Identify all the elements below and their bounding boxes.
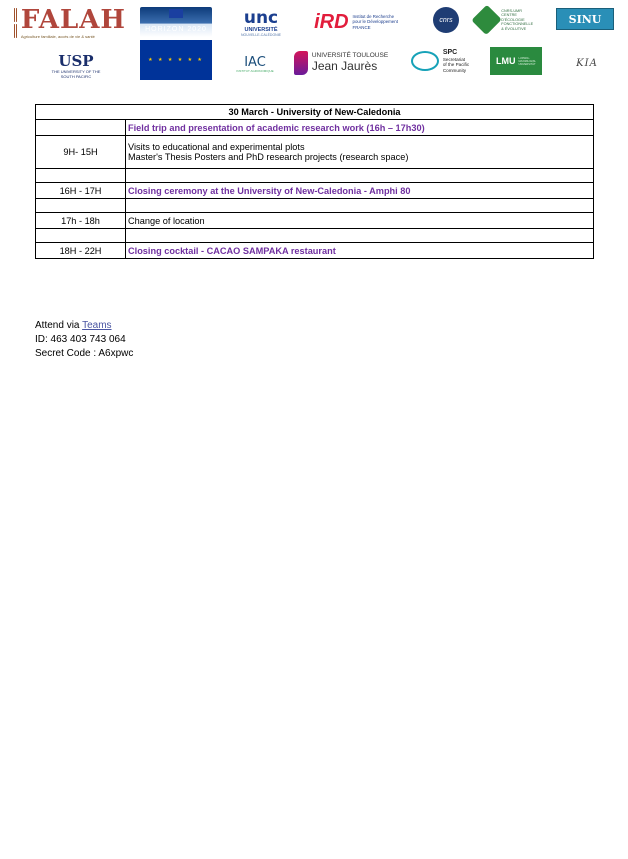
unc-abbr: unc <box>243 7 279 28</box>
teams-link[interactable]: Teams <box>82 320 112 331</box>
activity-cell <box>126 169 594 183</box>
cefe-line1: CNRS-UMR <box>501 8 522 13</box>
lmu-line2: MAXIMILIANS- <box>518 59 537 63</box>
spc-logo <box>403 45 477 77</box>
schedule-title: 30 March - University of New-Caledonia <box>36 105 594 120</box>
time-cell: 18H - 22H <box>36 243 126 259</box>
iac-line1: INSTITUT AGRONOMIQUE <box>236 68 274 73</box>
usp-line1: THE UNIVERSITY OF THE <box>51 68 101 74</box>
meeting-id: ID: 463 403 743 064 <box>35 334 126 345</box>
cnrs-abbr: cnrs <box>439 16 453 24</box>
table-header-row <box>36 105 594 120</box>
activity-line: Master's Thesis Posters and PhD research projects (research space) <box>128 152 409 162</box>
falah-mark-icon <box>14 8 17 38</box>
activity-cell: Closing ceremony at the University of New-Caledonia - Amphi 80 <box>126 183 594 199</box>
falah-name: FALAH <box>20 5 126 35</box>
eu-flag-icon <box>169 9 183 18</box>
time-cell: 9H- 15H <box>36 136 126 169</box>
table-row <box>36 229 594 243</box>
attend-prefix: Attend via <box>35 320 80 331</box>
activity-cell: Change of location <box>126 213 594 229</box>
time-cell <box>36 229 126 243</box>
unc-line1: UNIVERSITÉ <box>244 26 278 33</box>
secret-code: Secret Code : A6xpwc <box>35 348 134 359</box>
kia-abbr: KIA <box>576 57 598 69</box>
spc-wave-icon <box>411 51 439 71</box>
cefe-line4: & ÉVOLUTIVE <box>501 26 527 31</box>
activity-cell <box>126 229 594 243</box>
activity-cell: Closing cocktail - CACAO SAMPAKA restaurant <box>126 243 594 259</box>
usp-line2: SOUTH PACIFIC <box>60 73 92 79</box>
schedule-table <box>35 104 594 259</box>
cefe-line3: FONCTIONNELLE <box>501 22 534 27</box>
falah-tagline: Agriculture familiale, accès de vie & santé <box>20 34 95 39</box>
time-cell <box>36 199 126 213</box>
eu-flag-logo <box>140 40 212 80</box>
ut2j-logo <box>290 48 392 78</box>
kia-logo <box>568 52 606 74</box>
ut2j-line2: Jean Jaurès <box>311 59 378 74</box>
table-row <box>36 120 594 136</box>
ird-line2: pour le Développement <box>352 19 398 25</box>
sinu-logo <box>556 8 614 30</box>
ird-line3: FRANCE <box>352 24 371 30</box>
cefe-line2: CENTRE D'ÉCOLOGIE <box>501 13 525 22</box>
table-row <box>36 243 594 259</box>
ut2j-line1: UNIVERSITÉ TOULOUSE <box>311 52 389 60</box>
eu-stars: ★ ★ ★ ★ ★ ★ <box>148 57 204 63</box>
horizon-2020-logo <box>140 7 212 37</box>
usp-abbr: USP <box>58 51 94 70</box>
lmu-line1: LUDWIG- <box>518 56 530 60</box>
spc-line2: of the Pacific <box>442 62 470 68</box>
unc-line2: NOUVELLE-CALÉDONIE <box>240 32 282 37</box>
lmu-abbr: LMU <box>495 56 516 66</box>
iac-abbr: IAC <box>244 54 266 70</box>
table-row <box>36 183 594 199</box>
spc-abbr: SPC <box>442 49 458 57</box>
falah-logo <box>14 4 126 42</box>
activity-cell <box>126 136 594 169</box>
ut2j-mark-icon <box>294 51 308 75</box>
ird-logo <box>306 8 406 36</box>
time-cell: 17h - 18h <box>36 213 126 229</box>
time-cell: 16H - 17H <box>36 183 126 199</box>
activity-cell: Field trip and presentation of academic research work (16h – 17h30) <box>126 120 594 136</box>
activity-line: Visits to educational and experimental plots <box>128 142 305 152</box>
usp-logo <box>40 53 112 79</box>
ird-abbr: iRD <box>314 10 349 33</box>
lmu-line3: UNIVERSITÄT <box>518 62 536 66</box>
iac-logo <box>234 52 276 76</box>
ird-line1: Institut de Recherche <box>352 14 395 20</box>
attend-line <box>35 319 133 333</box>
cefe-logo <box>476 5 540 35</box>
table-row <box>36 169 594 183</box>
attend-info <box>35 319 133 361</box>
sinu-abbr: SINU <box>568 12 602 26</box>
table-row <box>36 199 594 213</box>
unc-logo <box>236 6 286 40</box>
horizon-name: HORIZON 2020 <box>145 25 207 33</box>
cnrs-logo <box>433 7 459 33</box>
spc-line1: Secretariat <box>442 57 466 63</box>
table-row <box>36 136 594 169</box>
spc-line3: Community <box>442 67 467 73</box>
table-row <box>36 213 594 229</box>
time-cell <box>36 120 126 136</box>
activity-cell <box>126 199 594 213</box>
time-cell <box>36 169 126 183</box>
lmu-logo <box>490 47 542 75</box>
cefe-leaf-icon <box>471 5 502 36</box>
